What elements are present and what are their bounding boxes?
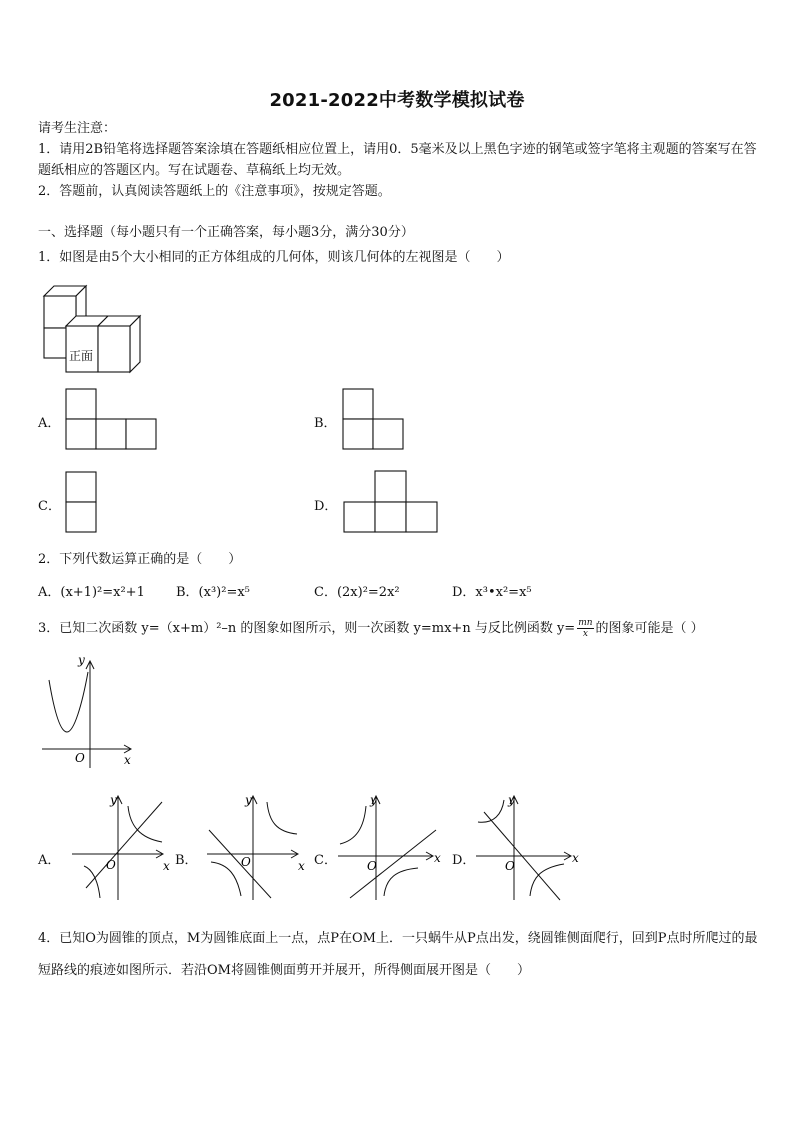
q3-stem-part2: 的图象可能是（ ） [595, 621, 704, 636]
q3-stem [38, 618, 704, 639]
q3-main-x-label: x [124, 753, 131, 767]
q1-option-b-label[interactable]: B． [314, 416, 337, 431]
page-title: 2021-2022中考数学模拟试卷 [269, 90, 525, 111]
q2-stem: 2．下列代数运算正确的是（ ） [38, 552, 242, 567]
q3-parabola-graph [40, 650, 140, 770]
q1-option-c-label[interactable]: C． [38, 499, 61, 514]
q1-option-a-label[interactable]: A． [38, 416, 61, 431]
q3-frac-den: x [582, 629, 588, 639]
q3-c-x-label: x [434, 851, 441, 865]
q1-option-b-figure [342, 388, 404, 450]
notice-item-2: 2．答题前，认真阅读答题纸上的《注意事项》，按规定答题。 [38, 184, 391, 199]
q3-main-y-label: y [78, 653, 85, 667]
q2-option-b[interactable]: B．(x³)²=x⁵ [176, 585, 250, 600]
q3-c-y-label: y [370, 793, 377, 807]
front-label: 正面 [69, 349, 94, 363]
q3-d-x-label: x [572, 851, 579, 865]
q3-a-x-label: x [163, 859, 170, 873]
q1-option-d-figure [343, 470, 439, 533]
q3-frac-num: mn [578, 618, 593, 628]
q3-option-c-graph [336, 792, 446, 902]
q3-option-b-graph [205, 792, 310, 902]
q3-d-y-label: y [508, 793, 515, 807]
q3-b-y-label: y [245, 793, 252, 807]
q3-option-b-label[interactable]: B． [175, 853, 198, 868]
q3-main-origin: O [75, 751, 85, 765]
q3-b-origin: O [241, 855, 251, 869]
notice-heading: 请考生注意： [38, 121, 117, 136]
q3-b-x-label: x [298, 859, 305, 873]
q1-option-d-label[interactable]: D． [314, 499, 338, 514]
q2-option-d[interactable]: D．x³•x²=x⁵ [452, 585, 532, 600]
q3-option-a-label[interactable]: A． [38, 853, 61, 868]
q1-option-c-figure [65, 471, 97, 533]
q2-option-a[interactable]: A．(x+1)²=x²+1 [38, 585, 145, 600]
section-heading: 一、选择题（每小题只有一个正确答案，每小题3分，满分30分） [38, 225, 414, 240]
notice-item-1: 1．请用2B铅笔将选择题答案涂填在答题纸相应位置上，请用0．5毫米及以上黑色字迹的钢笔或签字笔将主观题的答案写在答题纸相应的答题区内。写在试题卷、草稿纸上均无效。 [38, 142, 757, 178]
q3-option-a-graph [70, 792, 175, 902]
q2-option-c[interactable]: C．(2x)²=2x² [314, 585, 400, 600]
q3-option-d-graph [474, 792, 584, 902]
q1-stem: 1．如图是由5个大小相同的正方体组成的几何体，则该几何体的左视图是（ ） [38, 250, 510, 265]
q3-fraction [577, 618, 593, 639]
q3-option-c-label[interactable]: C． [314, 853, 337, 868]
q4-stem: 4．已知O为圆锥的顶点，M为圆锥底面上一点，点P在OM上．一只蜗牛从P点出发，绕圆锥侧面爬行，回到P点时所爬过的最短路线的痕迹如图所示．若沿OM将圆锥侧面剪开并展开，所得侧面展开图是（ ） [38, 931, 758, 978]
q3-a-origin: O [106, 858, 116, 872]
q3-option-d-label[interactable]: D． [452, 853, 476, 868]
q3-a-y-label: y [110, 793, 117, 807]
q3-stem-part1: 3．已知二次函数 y=（x+m）²–n 的图象如图所示，则一次函数 y=mx+n 与反比例函数 y= [38, 621, 576, 636]
q1-solid-figure [36, 278, 156, 378]
q1-option-a-figure [65, 388, 157, 450]
q3-d-origin: O [505, 859, 515, 873]
q3-c-origin: O [367, 859, 377, 873]
